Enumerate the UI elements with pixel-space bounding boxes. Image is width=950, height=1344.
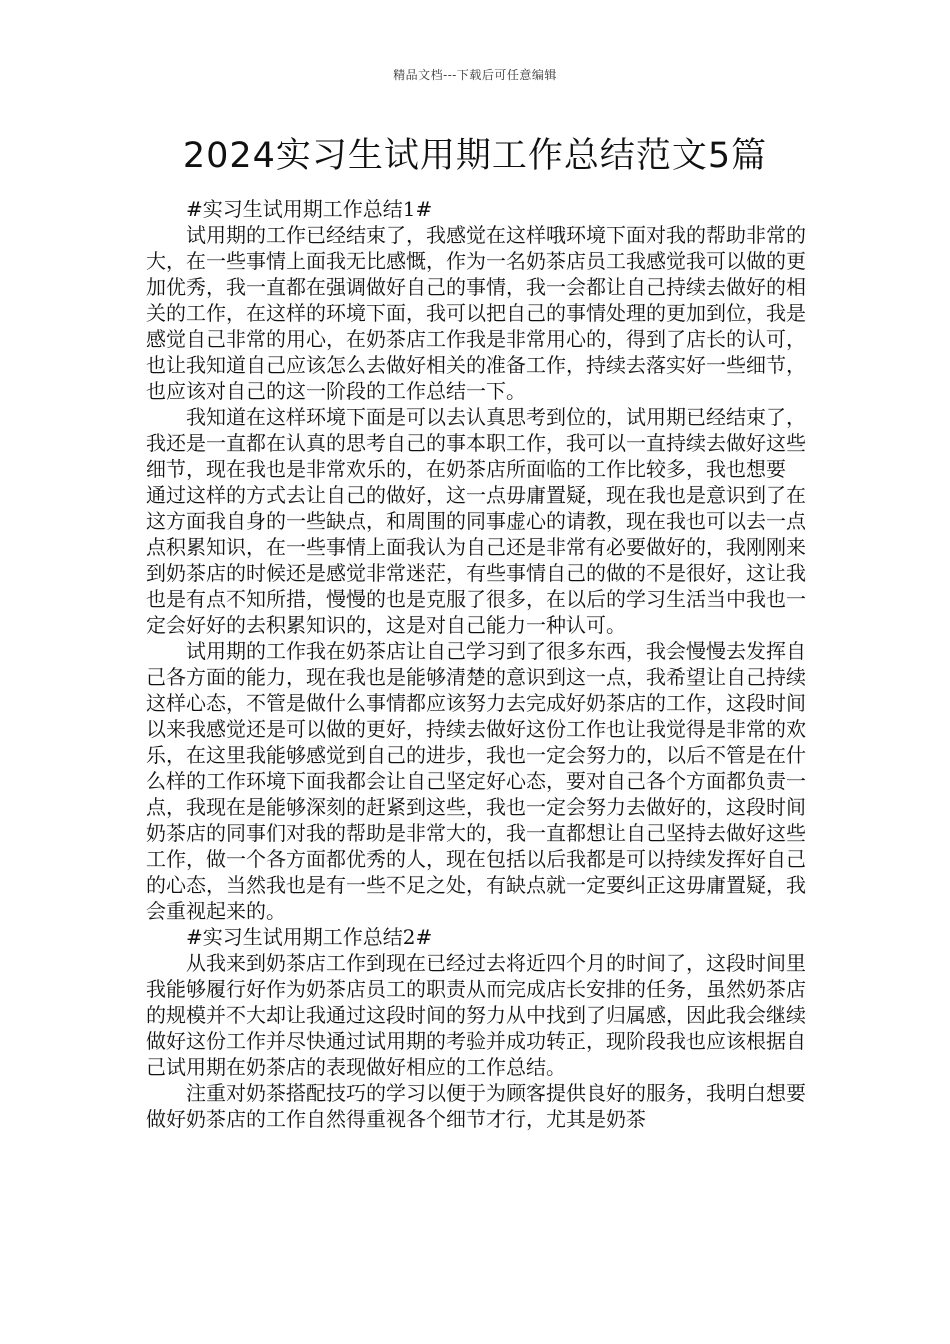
paragraph: 从我来到奶茶店工作到现在已经过去将近四个月的时间了，这段时间里我能够履行好作为奶茶店员工的职责从而完成店长安排的任务，虽然奶茶店的规模并不大却让我通过这段时间的努力从中找到了归属感，因此我会继续做好这份工作并尽快通过试用期的考验并成功转正，现阶段我也应该根据自己试用期在奶茶店的表现做好相应的工作总结。 [146,951,806,1079]
section-heading-1: #实习生试用期工作总结1# [186,197,433,221]
document-body [146,196,806,1132]
paragraph: 注重对奶茶搭配技巧的学习以便于为顾客提供良好的服务，我明白想要做好奶茶店的工作自然得重视各个细节才行，尤其是奶茶 [146,1081,806,1131]
paragraph: 试用期的工作我在奶茶店让自己学习到了很多东西，我会慢慢去发挥自己各方面的能力，现在我也是能够清楚的意识到这一点，我希望让自己持续这样心态，不管是做什么事情都应该努力去完成好奶茶店的工作，这段时间以来我感觉还是可以做的更好，持续去做好这份工作也让我觉得是非常的欢乐，在这里我能够感觉到自己的进步，我也一定会努力的，以后不管是在什么样的工作环境下面我都会让自己坚定好心态，要对自己各个方面都负责一点，我现在是能够深刻的赶紧到这些，我也一定会努力去做好的，这段时间奶茶店的同事们对我的帮助是非常大的，我一直都想让自己坚持去做好这些工作，做一个各方面都优秀的人，现在包括以后我都是可以持续发挥好自己的心态，当然我也是有一些不足之处，有缺点就一定要纠正这毋庸置疑，我会重视起来的。 [146,639,806,923]
header-note: 精品文档---下载后可任意编辑 [393,68,557,82]
section-heading-2: #实习生试用期工作总结2# [186,925,433,949]
document-title: 2024实习生试用期工作总结范文5篇 [182,136,768,176]
paragraph: 试用期的工作已经结束了，我感觉在这样哦环境下面对我的帮助非常的大，在一些事情上面我无比感慨，作为一名奶茶店员工我感觉我可以做的更加优秀，我一直都在强调做好自己的事情，我一会都让自己持续去做好的相关的工作，在这样的环境下面，我可以把自己的事情处理的更加到位，我是感觉自己非常的用心，在奶茶店工作我是非常用心的，得到了店长的认可，也让我知道自己应该怎么去做好相关的准备工作，持续去落实好一些细节，也应该对自己的这一阶段的工作总结一下。 [146,223,806,403]
paragraph: 通过这样的方式去让自己的做好，这一点毋庸置疑，现在我也是意识到了在这方面我自身的一些缺点，和周围的同事虚心的请教，现在我也可以去一点点积累知识，在一些事情上面我认为自己还是非常有必要做好的，我刚刚来到奶茶店的时候还是感觉非常迷茫，有些事情自己的做的不是很好，这让我也是有点不知所措，慢慢的也是克服了很多，在以后的学习生活当中我也一定会好好的去积累知识的，这是对自己能力一种认可。 [146,483,806,637]
paragraph: 我知道在这样环境下面是可以去认真思考到位的，试用期已经结束了，我还是一直都在认真的思考自己的事本职工作，我可以一直持续去做好这些细节，现在我也是非常欢乐的，在奶茶店所面临的工作比较多，我也想要 [146,405,806,481]
